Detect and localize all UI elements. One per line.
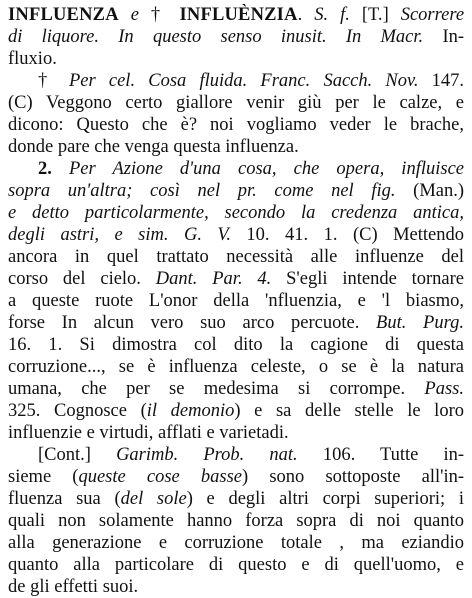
definition-text: Scorrere <box>400 5 464 25</box>
quote-text: Tutte in- <box>379 445 464 465</box>
gloss: queste cose basse <box>78 467 243 487</box>
definition-text: e detto particolarmente, secondo la credenza antica, <box>8 203 464 223</box>
citation-number: 106. <box>322 445 356 465</box>
citation: Per cel. Cosa fluida. Franc. Sacch. Nov. <box>69 71 419 91</box>
quote-text: corso del cielo. <box>8 269 141 289</box>
quote-text: ) sono sottoposte all'in- <box>242 467 464 487</box>
quote-text: ) e sa delle stelle le loro <box>234 401 464 421</box>
entry-line <box>8 312 464 334</box>
entry-line <box>8 70 464 92</box>
entry-line <box>8 224 464 246</box>
grammar-label: S. f. <box>314 5 350 25</box>
quote-line: 16. 1. Si dimostra col dito la cagione di questa <box>8 335 464 355</box>
entry-line <box>8 48 464 70</box>
citation: Dant. Par. 4. <box>155 269 272 289</box>
gloss: il demonio <box>146 401 235 421</box>
definition-text: Per Azione d'una cosa, che opera, influisce <box>68 159 464 179</box>
mark-close: ] <box>382 5 389 25</box>
citation-number: 147. <box>431 71 464 91</box>
quote-text: Mettendo <box>393 225 464 245</box>
quote-line: donde pare che venga questa influenza. <box>8 137 299 157</box>
headword: INFLUENZA <box>8 5 119 25</box>
dagger-mark: † <box>150 5 168 25</box>
entry-line <box>8 202 464 224</box>
mark-open: [ <box>361 5 368 25</box>
quote-line: a queste ruote L'onor della 'nfluenzia, e 'l biasmo, <box>8 291 464 311</box>
latin-equivalent: In- <box>442 27 464 47</box>
entry-line <box>8 466 464 488</box>
quote-text: S'egli intende tornare <box>286 269 464 289</box>
quote-line: (C) Veggono certo giallore venir giù per le calze, e <box>8 93 464 113</box>
citation: Garimb. Prob. nat. <box>116 445 298 465</box>
tuscan-mark: T. <box>368 5 383 25</box>
quote-text: sieme ( <box>8 467 79 487</box>
dagger-mark: † <box>38 71 56 91</box>
entry-line <box>8 400 464 422</box>
quote-text: ) e degli altri corpi superiori; i <box>186 489 464 509</box>
sense-number: 2. <box>38 159 52 179</box>
quote-line: dicono: Questo che è? noi vogliamo veder le brache, <box>8 115 464 135</box>
source-mark: (Man.) <box>413 181 464 201</box>
quote-line: de gli effetti suoi. <box>8 577 139 597</box>
definition-text: sopra un'altra; così nel pr. come nel fig. <box>8 181 396 201</box>
source-mark: (C) <box>352 225 378 245</box>
entry-line: INFLUENZA e † INFLUÈNZIA. S. f. [T.] Scorrere <box>8 5 464 25</box>
quote-text: umana, che per se medesima si corrompe. <box>8 379 406 399</box>
citation: But. Purg. <box>376 313 464 333</box>
definition-text: degli astri, e sim. G. V. <box>8 225 231 245</box>
entry-line <box>8 26 464 48</box>
quote-text: 325. Cognosce ( <box>8 401 147 421</box>
quote-line: quanto alla particolare di questo e di quell'uomo, e <box>8 555 464 575</box>
entry-line <box>8 444 464 466</box>
continuation-label: [Cont.] <box>38 445 91 465</box>
quote-text: fluenza sua ( <box>8 489 121 509</box>
gloss: del sole <box>120 489 187 509</box>
entry-line <box>8 180 464 202</box>
entry-line <box>8 378 464 400</box>
quote-line: influenzie e virtudi, afflati e varietadi. <box>8 423 289 443</box>
entry-line <box>8 268 464 290</box>
headword-variant: INFLUÈNZIA <box>179 5 298 25</box>
quote-line: corruzione..., se è influenza celeste, o se è la natura <box>8 357 464 377</box>
entry-line <box>8 488 464 510</box>
quote-text: forse In alcun vero suo arco percuote. <box>8 313 360 333</box>
quote-line: ancora in quel trattato necessità alle influenze del <box>8 247 464 267</box>
entry-line <box>8 158 464 180</box>
citation: Pass. <box>424 379 464 399</box>
quote-line: alla generazione e corruzione totale , ma eziandio <box>8 533 464 553</box>
latin-equivalent: fluxio. <box>8 49 57 69</box>
definition-text: di liquore. In questo senso inusit. In Macr. <box>8 27 424 47</box>
citation-number: 10. 41. 1. <box>246 225 338 245</box>
conjunction: e <box>130 5 139 25</box>
quote-line: quali non solamente hanno forza sopra di noi quanto <box>8 511 464 531</box>
